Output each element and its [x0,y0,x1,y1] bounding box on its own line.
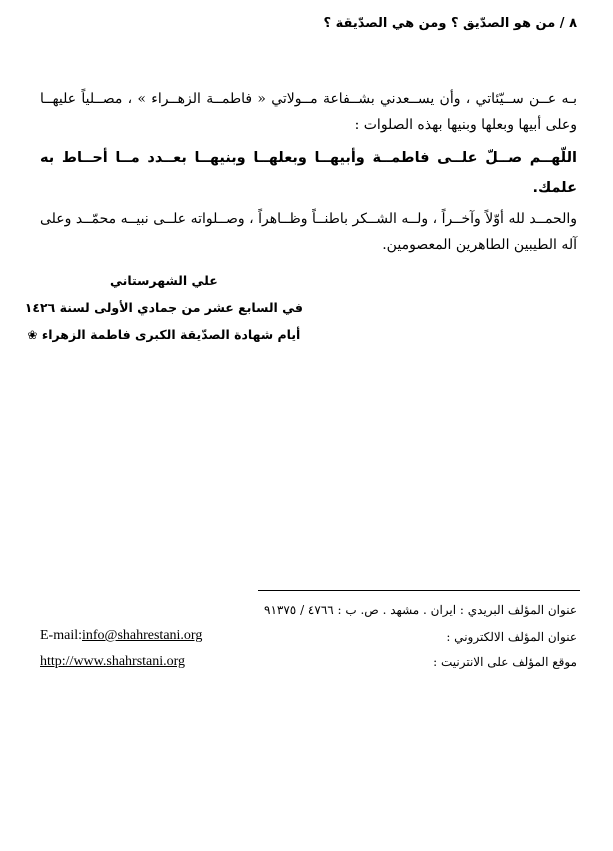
signature-date: في السابع عشر من جمادي الأولى لسنة ١٤٢٦ [24,300,303,315]
signature-occasion-text: أيام شهادة الصدّيقة الكبرى فاطمة الزهراء [41,327,301,342]
email-label: عنوان المؤلف الالكتروني : [446,630,577,644]
signature-block [25,267,303,349]
website-line [40,654,185,670]
email-line [40,628,202,644]
body-paragraph-1: بـه عــن ســيّئاتي ، وأن يســعدني بشــفاعة مــولاتي « فاطمــة الزهــراء » ، مصــلياً عليهــا وعلى أبيها وبعلها وبنيها بهذه الصلوات : [40,91,577,133]
author-name: علي الشهرستاني [109,273,218,288]
page-header-title: ٨ / من هو الصدّيق ؟ ومن هي الصدّيقة ؟ [323,16,577,31]
body-paragraph-2: والحمــد لله أوّلاً وآخــراً ، ولــه الشــكر باطنــاً وظــاهراً ، وصــلواته علــى نبيــه محمّــد وعلى آله الطيبين الطاهرين المعصومين. [40,211,577,253]
postal-address-label: عنوان المؤلف البريدي : ايران . مشهد . ص. ب : ٤٧٦٦ / ٩١٣٧٥ [264,603,577,617]
footer-divider [258,590,580,591]
signature-occasion [25,321,303,349]
website-link[interactable]: http://www.shahrstani.org [40,654,186,669]
blessing-seal-icon: ❀ [27,328,38,342]
website-label: موقع المؤلف على الانترنيت : [433,655,577,669]
email-link[interactable]: info@shahrestani.org [82,628,203,643]
prayer-text: اللّهــم صــلّ علــى فاطمــة وأبيهــا وبعلهــا وبنيهــا بعــدد مــا أحــاط به علمك. [40,150,577,196]
email-prefix: E-mail: [40,628,82,643]
